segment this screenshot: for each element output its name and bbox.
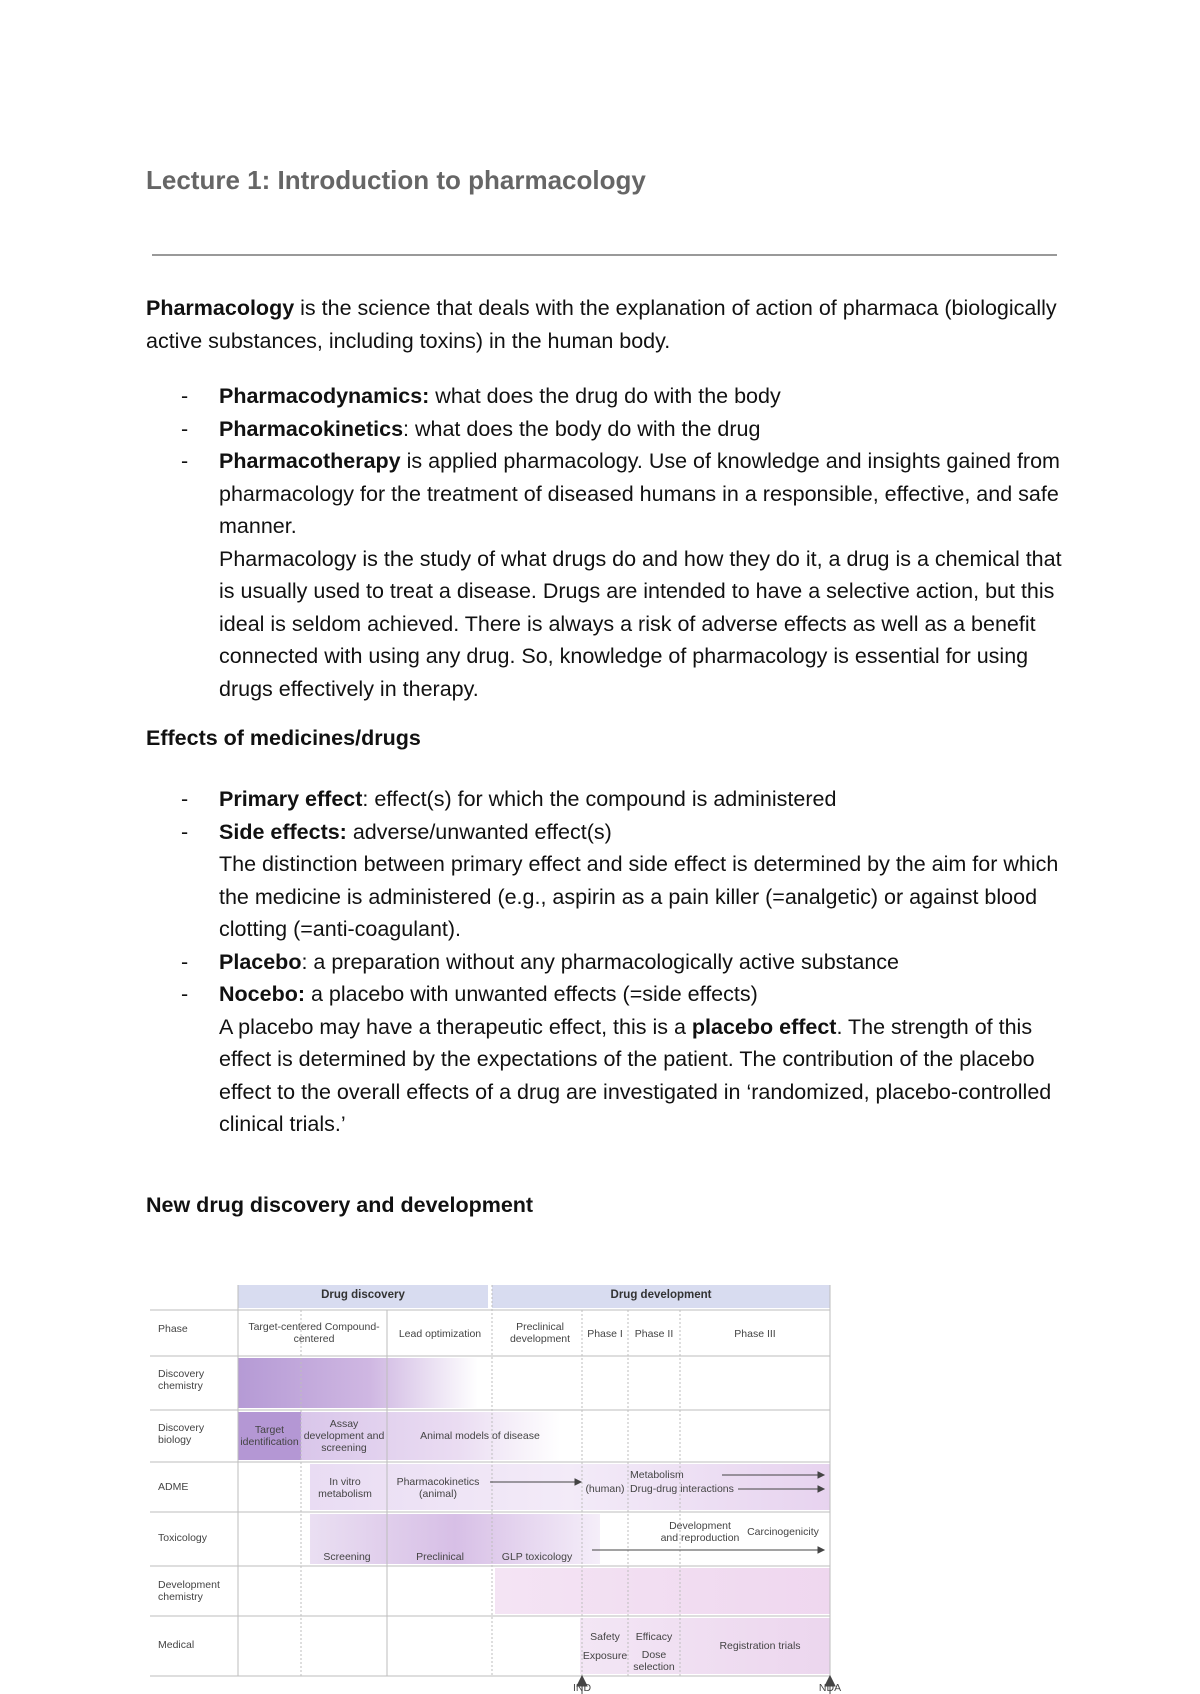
phase-1: Phase I (587, 1328, 623, 1340)
distinction-paragraph: The distinction between primary effect and side effect is determined by the aim for which the medicine is administered (e.g., aspirin as a pain killer (=analgetic) or against blood clotting (=anti-coagulant). (219, 852, 1059, 941)
cell-human: (human) (585, 1483, 625, 1495)
cell-drug-interactions: Drug-drug interactions (630, 1483, 734, 1495)
intro-text: is the science that deals with the explanation of action of pharmaca (biologically active substances, including toxins) in the human body. (146, 296, 1057, 353)
cell-pharmacokinetics-animal: Pharmacokinetics (animal) (396, 1476, 480, 1500)
cell-animal-models: Animal models of disease (420, 1430, 540, 1442)
phase-preclinical: Preclinical development (509, 1321, 571, 1345)
drug-development-header: Drug development (610, 1289, 712, 1301)
effect-text: : a preparation without any pharmacologically active substance (301, 949, 900, 974)
row-medical: Medical (158, 1639, 195, 1651)
development-chemistry-band (495, 1568, 830, 1614)
effect-text: a placebo with unwanted effects (=side effects) (305, 982, 758, 1006)
definition-term: Pharmacokinetics (219, 416, 404, 441)
definition-text: is applied pharmacology. Use of knowledge and insights gained from pharmacology for the treatment of diseased humans in a responsible, effective, and safe manner. (219, 449, 1060, 538)
cell-carcinogenicity: Carcinogenicity (747, 1526, 819, 1538)
definitions-list (146, 380, 1076, 705)
effect-term: Nocebo: (219, 982, 305, 1006)
drug-discovery-header: Drug discovery (321, 1289, 405, 1301)
effect-term: Placebo (219, 949, 302, 974)
milestone-nda: NDA (818, 1682, 842, 1694)
cell-glp-toxicology: GLP toxicology (501, 1551, 573, 1563)
cell-efficacy: Efficacy (635, 1631, 673, 1643)
dash-mark: - (181, 982, 189, 1006)
definition-text: what does the drug do with the body (429, 384, 781, 408)
pharmacology-paragraph: Pharmacology is the study of what drugs do and how they do it, a drug is a chemical that is usually used to treat a disease. Drugs are intended to have a selective action, but this ideal is seldom achieved. There is always a risk of adverse effects as well as a benefit connected with using any drug. So, knowledge of pharmacology is essential for using drugs effectively in therapy. (219, 546, 1062, 701)
cell-registration-trials: Registration trials (719, 1640, 801, 1652)
cell-assay-development: Assay development and screening (303, 1418, 385, 1454)
dash-mark: - (181, 949, 189, 974)
intro-paragraph (146, 292, 1066, 357)
row-toxicology: Toxicology (158, 1532, 208, 1544)
effects-heading: Effects of medicines/drugs (146, 726, 421, 750)
list-item (146, 816, 1076, 849)
phase-2: Phase II (634, 1328, 674, 1340)
intro-term: Pharmacology (146, 296, 295, 320)
cell-safety: Safety (590, 1631, 620, 1643)
placebo-text-after: . The strength of this effect is determined by the expectations of the patient. The contribution of the placebo effect to the overall effects of a drug are investigated in ‘randomized, placebo-controlled clinical trials.’ (219, 1014, 1052, 1136)
definition-term: Pharmacodynamics: (219, 384, 430, 408)
cell-development-reproduction: Development and reproduction (660, 1520, 740, 1544)
list-item (146, 783, 1076, 816)
cell-exposure: Exposure (582, 1650, 628, 1662)
row-discovery-biology: Discovery biology (158, 1422, 205, 1446)
placebo-effect-term: placebo effect (691, 1014, 837, 1039)
dash-mark: - (181, 384, 189, 408)
effect-term: Side effects: (219, 819, 347, 844)
cell-preclinical: Preclinical (416, 1551, 464, 1563)
row-adme: ADME (158, 1481, 189, 1493)
effect-text: : effect(s) for which the compound is administered (362, 787, 837, 811)
phase-label: Phase (158, 1323, 188, 1335)
cell-dose-selection: Dose selection (633, 1649, 675, 1673)
milestone-ind: IND (572, 1682, 592, 1694)
list-item (146, 978, 1076, 1011)
definition-text: : what does the body do with the drug (403, 416, 761, 441)
cell-target-identification: Target identification (240, 1424, 299, 1448)
dash-mark: - (181, 416, 189, 441)
drug-development-diagram (150, 1268, 842, 1694)
new-drug-heading: New drug discovery and development (146, 1193, 534, 1217)
list-item (146, 946, 1076, 979)
dash-mark: - (181, 819, 189, 844)
effect-term: Primary effect (219, 787, 363, 811)
placebo-text-before: A placebo may have a therapeutic effect, this is a (219, 1014, 692, 1039)
placebo-paragraph (146, 1011, 1076, 1141)
cell-in-vitro-metabolism: In vitro metabolism (318, 1476, 372, 1500)
list-item (146, 380, 1076, 413)
dash-mark: - (181, 787, 189, 811)
effect-text: adverse/unwanted effect(s) (346, 819, 612, 844)
phase-lead-optimization: Lead optimization (398, 1328, 482, 1340)
phase-3: Phase III (734, 1328, 776, 1340)
row-development-chemistry: Development chemistry (158, 1579, 220, 1603)
definition-term: Pharmacotherapy (219, 449, 401, 473)
dash-mark: - (181, 449, 189, 473)
list-item (146, 445, 1076, 543)
phase-target-centered: Target-centered Compound-centered (248, 1321, 380, 1345)
title-divider (152, 254, 1057, 256)
page-title: Lecture 1: Introduction to pharmacology (146, 165, 646, 195)
cell-metabolism: Metabolism (630, 1469, 684, 1481)
cell-screening: Screening (323, 1551, 371, 1563)
row-discovery-chemistry: Discovery chemistry (158, 1368, 205, 1392)
effects-list (146, 783, 1076, 1141)
discovery-chemistry-band (238, 1358, 478, 1408)
list-item (146, 413, 1076, 446)
